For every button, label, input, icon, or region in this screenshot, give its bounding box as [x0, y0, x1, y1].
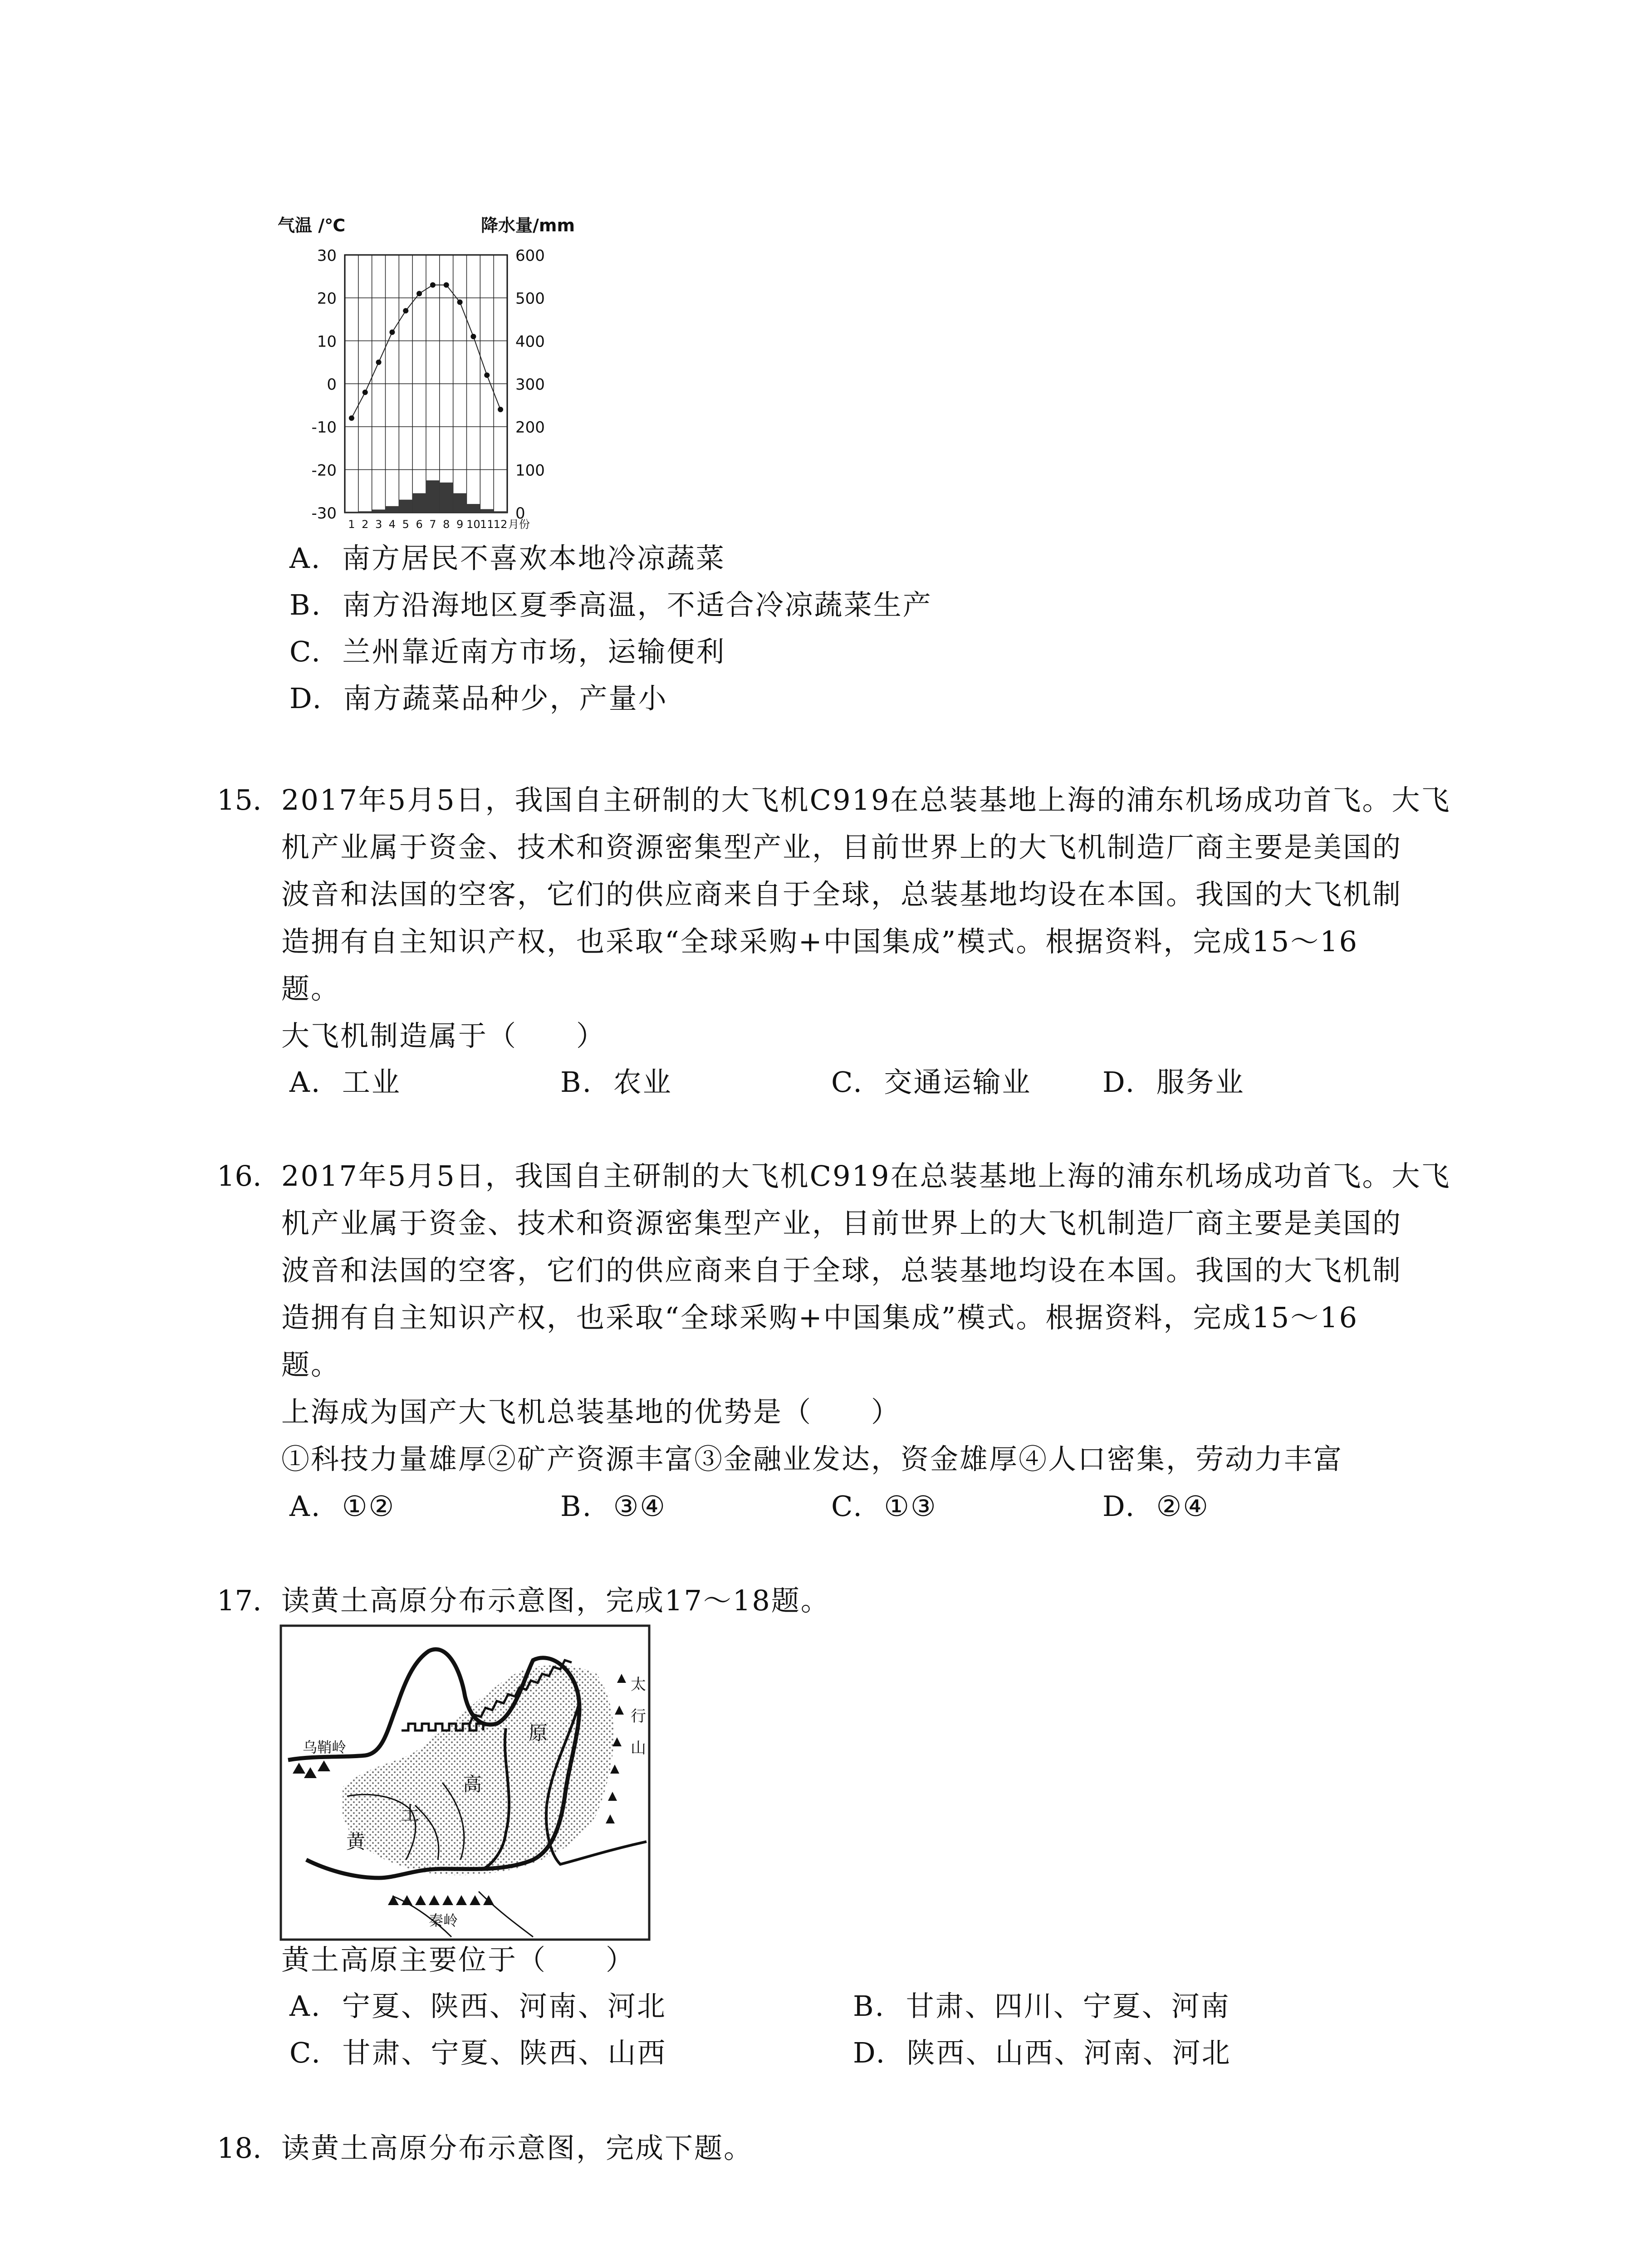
x-tick-label: 5 — [402, 518, 409, 531]
precip-bar — [494, 511, 507, 513]
q16-passage-line: 机产业属于资金、技术和资源密集型产业，目前世界上的大飞机制造厂商主要是美国的 — [281, 1207, 1402, 1240]
precip-bar — [358, 511, 372, 513]
right-tick-label: 500 — [515, 289, 545, 308]
left-tick-label: 20 — [317, 289, 337, 308]
temp-point — [416, 291, 422, 296]
left-tick-label: 10 — [317, 332, 337, 351]
precip-bar — [440, 483, 453, 513]
right-tick-label: 0 — [515, 504, 525, 523]
q17-number: 17. — [217, 1584, 262, 1617]
option-label: C. — [831, 1490, 863, 1523]
label-huang: 黄 — [346, 1831, 366, 1853]
q15-number: 15. — [217, 783, 262, 816]
option-text: ①③ — [884, 1490, 937, 1523]
x-tick-label: 11 — [480, 518, 494, 531]
option-label: B. — [560, 1490, 593, 1523]
precip-bar — [372, 509, 386, 513]
option-text: 南方居民不喜欢本地冷凉蔬菜 — [342, 542, 725, 575]
precip-bar — [480, 509, 494, 513]
left-tick-label: 0 — [327, 376, 337, 394]
x-tick-label: 10 — [466, 518, 480, 531]
option-text: 兰州靠近南方市场，运输便利 — [342, 635, 726, 668]
right-tick-label: 400 — [515, 332, 545, 351]
label-qinling: 秦岭 — [429, 1912, 458, 1929]
q16-passage-line: 造拥有自主知识产权，也采取“全球采购+中国集成”模式。根据资料，完成15～16 — [281, 1301, 1359, 1334]
precip-bar — [453, 493, 467, 513]
option-text: 宁夏、陕西、河南、河北 — [342, 1989, 666, 2023]
temp-point — [376, 360, 382, 365]
precip-bar — [467, 504, 480, 513]
temp-point — [349, 415, 354, 421]
right-tick-label: 100 — [515, 461, 545, 480]
option-label: A. — [289, 542, 322, 575]
option-label: C. — [831, 1066, 863, 1099]
q14-option-d[interactable] — [289, 684, 668, 713]
label-wushaoling: 乌鞘岭 — [303, 1739, 347, 1756]
label-taihang-2: 行 — [631, 1707, 646, 1725]
option-text: 南方沿海地区夏季高温，不适合冷凉蔬菜生产 — [342, 588, 932, 621]
option-text: 工业 — [342, 1066, 401, 1099]
q15-option-c[interactable] — [831, 1066, 1032, 1099]
right-tick-label: 200 — [515, 418, 545, 437]
q16-passage-line: 题。 — [281, 1348, 341, 1381]
q18-stem: 读黄土高原分布示意图，完成下题。 — [281, 2131, 754, 2165]
chart-right-ticks — [515, 247, 545, 523]
precip-bar — [386, 506, 399, 513]
q17-option-c[interactable] — [289, 2036, 667, 2069]
x-tick-label: 1 — [348, 518, 355, 531]
option-label: B. — [289, 588, 322, 621]
temp-point — [389, 329, 395, 335]
q17-stem: 读黄土高原分布示意图，完成17～18题。 — [281, 1584, 830, 1617]
left-tick-label: -30 — [311, 504, 337, 523]
q15-option-a[interactable] — [289, 1066, 401, 1099]
q17-option-d[interactable] — [853, 2036, 1231, 2069]
q16-passage-line: 2017年5月5日，我国自主研制的大飞机C919在总装基地上海的浦东机场成功首飞。大飞 — [281, 1159, 1451, 1193]
q15-passage-line: 波音和法国的空客，它们的供应商来自于全球，总装基地均设在本国。我国的大飞机制 — [281, 878, 1402, 911]
x-tick-label: 12 — [493, 518, 508, 531]
q16-option-d[interactable] — [1102, 1490, 1210, 1523]
option-label: A. — [289, 1989, 322, 2023]
q16-option-a[interactable] — [289, 1490, 396, 1523]
x-tick-label: 2 — [362, 518, 369, 531]
option-text: 服务业 — [1156, 1066, 1245, 1099]
temp-point — [484, 372, 490, 378]
label-taihang-1: 太 — [631, 1676, 646, 1694]
label-gao: 高 — [463, 1773, 482, 1795]
x-axis-suffix: 月份 — [508, 518, 530, 531]
precip-bar — [399, 500, 412, 513]
option-label: C. — [289, 2036, 322, 2069]
precip-bar — [412, 493, 426, 513]
q16-option-b[interactable] — [560, 1490, 666, 1523]
option-text: ①② — [342, 1490, 396, 1523]
option-text: 甘肃、宁夏、陕西、山西 — [342, 2036, 667, 2069]
q17-option-b[interactable] — [853, 1989, 1230, 2023]
temp-point — [430, 282, 436, 288]
chart-left-axis-title: 气温 /℃ — [278, 215, 346, 235]
chart-left-ticks — [311, 247, 337, 523]
q16-passage-line: 波音和法国的空客，它们的供应商来自于全球，总装基地均设在本国。我国的大飞机制 — [281, 1254, 1402, 1287]
q15-option-d[interactable] — [1102, 1066, 1245, 1099]
option-text: 南方蔬菜品种少，产量小 — [343, 682, 668, 715]
left-tick-label: 30 — [317, 247, 337, 265]
option-text: 农业 — [613, 1066, 672, 1099]
option-label: D. — [853, 2036, 887, 2069]
chart-right-axis-title: 降水量/mm — [481, 215, 575, 235]
temp-point — [444, 282, 449, 288]
label-tu: 土 — [401, 1802, 420, 1824]
option-label: D. — [1102, 1066, 1136, 1099]
q16-question: 上海成为国产大飞机总装基地的优势是（ ） — [281, 1395, 901, 1428]
climate-chart — [268, 213, 594, 540]
option-label: A. — [289, 1490, 322, 1523]
q15-question: 大飞机制造属于（ ） — [281, 1019, 606, 1052]
q16-statements: ①科技力量雄厚②矿产资源丰富③金融业发达，资金雄厚④人口密集，劳动力丰富 — [281, 1442, 1343, 1476]
right-tick-label: 300 — [515, 376, 545, 394]
precip-bar — [345, 512, 358, 513]
q17-option-a[interactable] — [289, 1989, 666, 2023]
x-tick-label: 4 — [388, 518, 396, 531]
x-tick-label: 3 — [375, 518, 382, 531]
precip-bars — [345, 480, 507, 513]
q14-option-b[interactable] — [289, 588, 932, 621]
temp-point — [498, 407, 503, 412]
left-tick-label: -10 — [311, 418, 337, 437]
q14-option-c[interactable] — [289, 635, 726, 668]
label-yuan: 原 — [529, 1722, 548, 1744]
option-label: D. — [1102, 1490, 1136, 1523]
q15-passage-line: 2017年5月5日，我国自主研制的大飞机C919在总装基地上海的浦东机场成功首飞。大飞 — [281, 783, 1451, 816]
q15-option-b[interactable] — [560, 1066, 672, 1099]
option-text: 陕西、山西、河南、河北 — [906, 2036, 1231, 2069]
q15-passage-line: 造拥有自主知识产权，也采取“全球采购+中国集成”模式。根据资料，完成15～16 — [281, 925, 1359, 958]
loess-plateau-map — [279, 1624, 651, 1941]
option-text: ②④ — [1156, 1490, 1210, 1523]
precip-bar — [426, 480, 440, 513]
q16-option-c[interactable] — [831, 1490, 937, 1523]
option-label: A. — [289, 1066, 322, 1099]
option-label: D. — [289, 682, 323, 715]
x-tick-label: 7 — [429, 518, 436, 531]
label-taihang-3: 山 — [631, 1739, 646, 1757]
option-text: ③④ — [613, 1490, 666, 1523]
option-label: B. — [560, 1066, 593, 1099]
q16-number: 16. — [217, 1159, 262, 1193]
q15-passage-line: 机产业属于资金、技术和资源密集型产业，目前世界上的大飞机制造厂商主要是美国的 — [281, 831, 1402, 864]
q14-option-a[interactable] — [289, 542, 725, 575]
option-label: B. — [853, 1989, 886, 2023]
option-text: 交通运输业 — [884, 1066, 1032, 1099]
x-tick-label: 6 — [416, 518, 423, 531]
chart-x-ticks — [348, 518, 530, 531]
x-tick-label: 9 — [456, 518, 464, 531]
temp-point — [403, 308, 408, 313]
option-text: 甘肃、四川、宁夏、河南 — [906, 1989, 1230, 2023]
temp-point — [362, 390, 368, 395]
left-tick-label: -20 — [311, 461, 337, 480]
q15-passage-line: 题。 — [281, 972, 341, 1005]
temp-point — [470, 334, 476, 339]
option-label: C. — [289, 635, 322, 668]
temp-point — [457, 299, 463, 305]
right-tick-label: 600 — [515, 247, 545, 265]
x-tick-label: 8 — [443, 518, 450, 531]
q18-number: 18. — [217, 2131, 262, 2165]
q17-question: 黄土高原主要位于（ ） — [281, 1943, 636, 1976]
